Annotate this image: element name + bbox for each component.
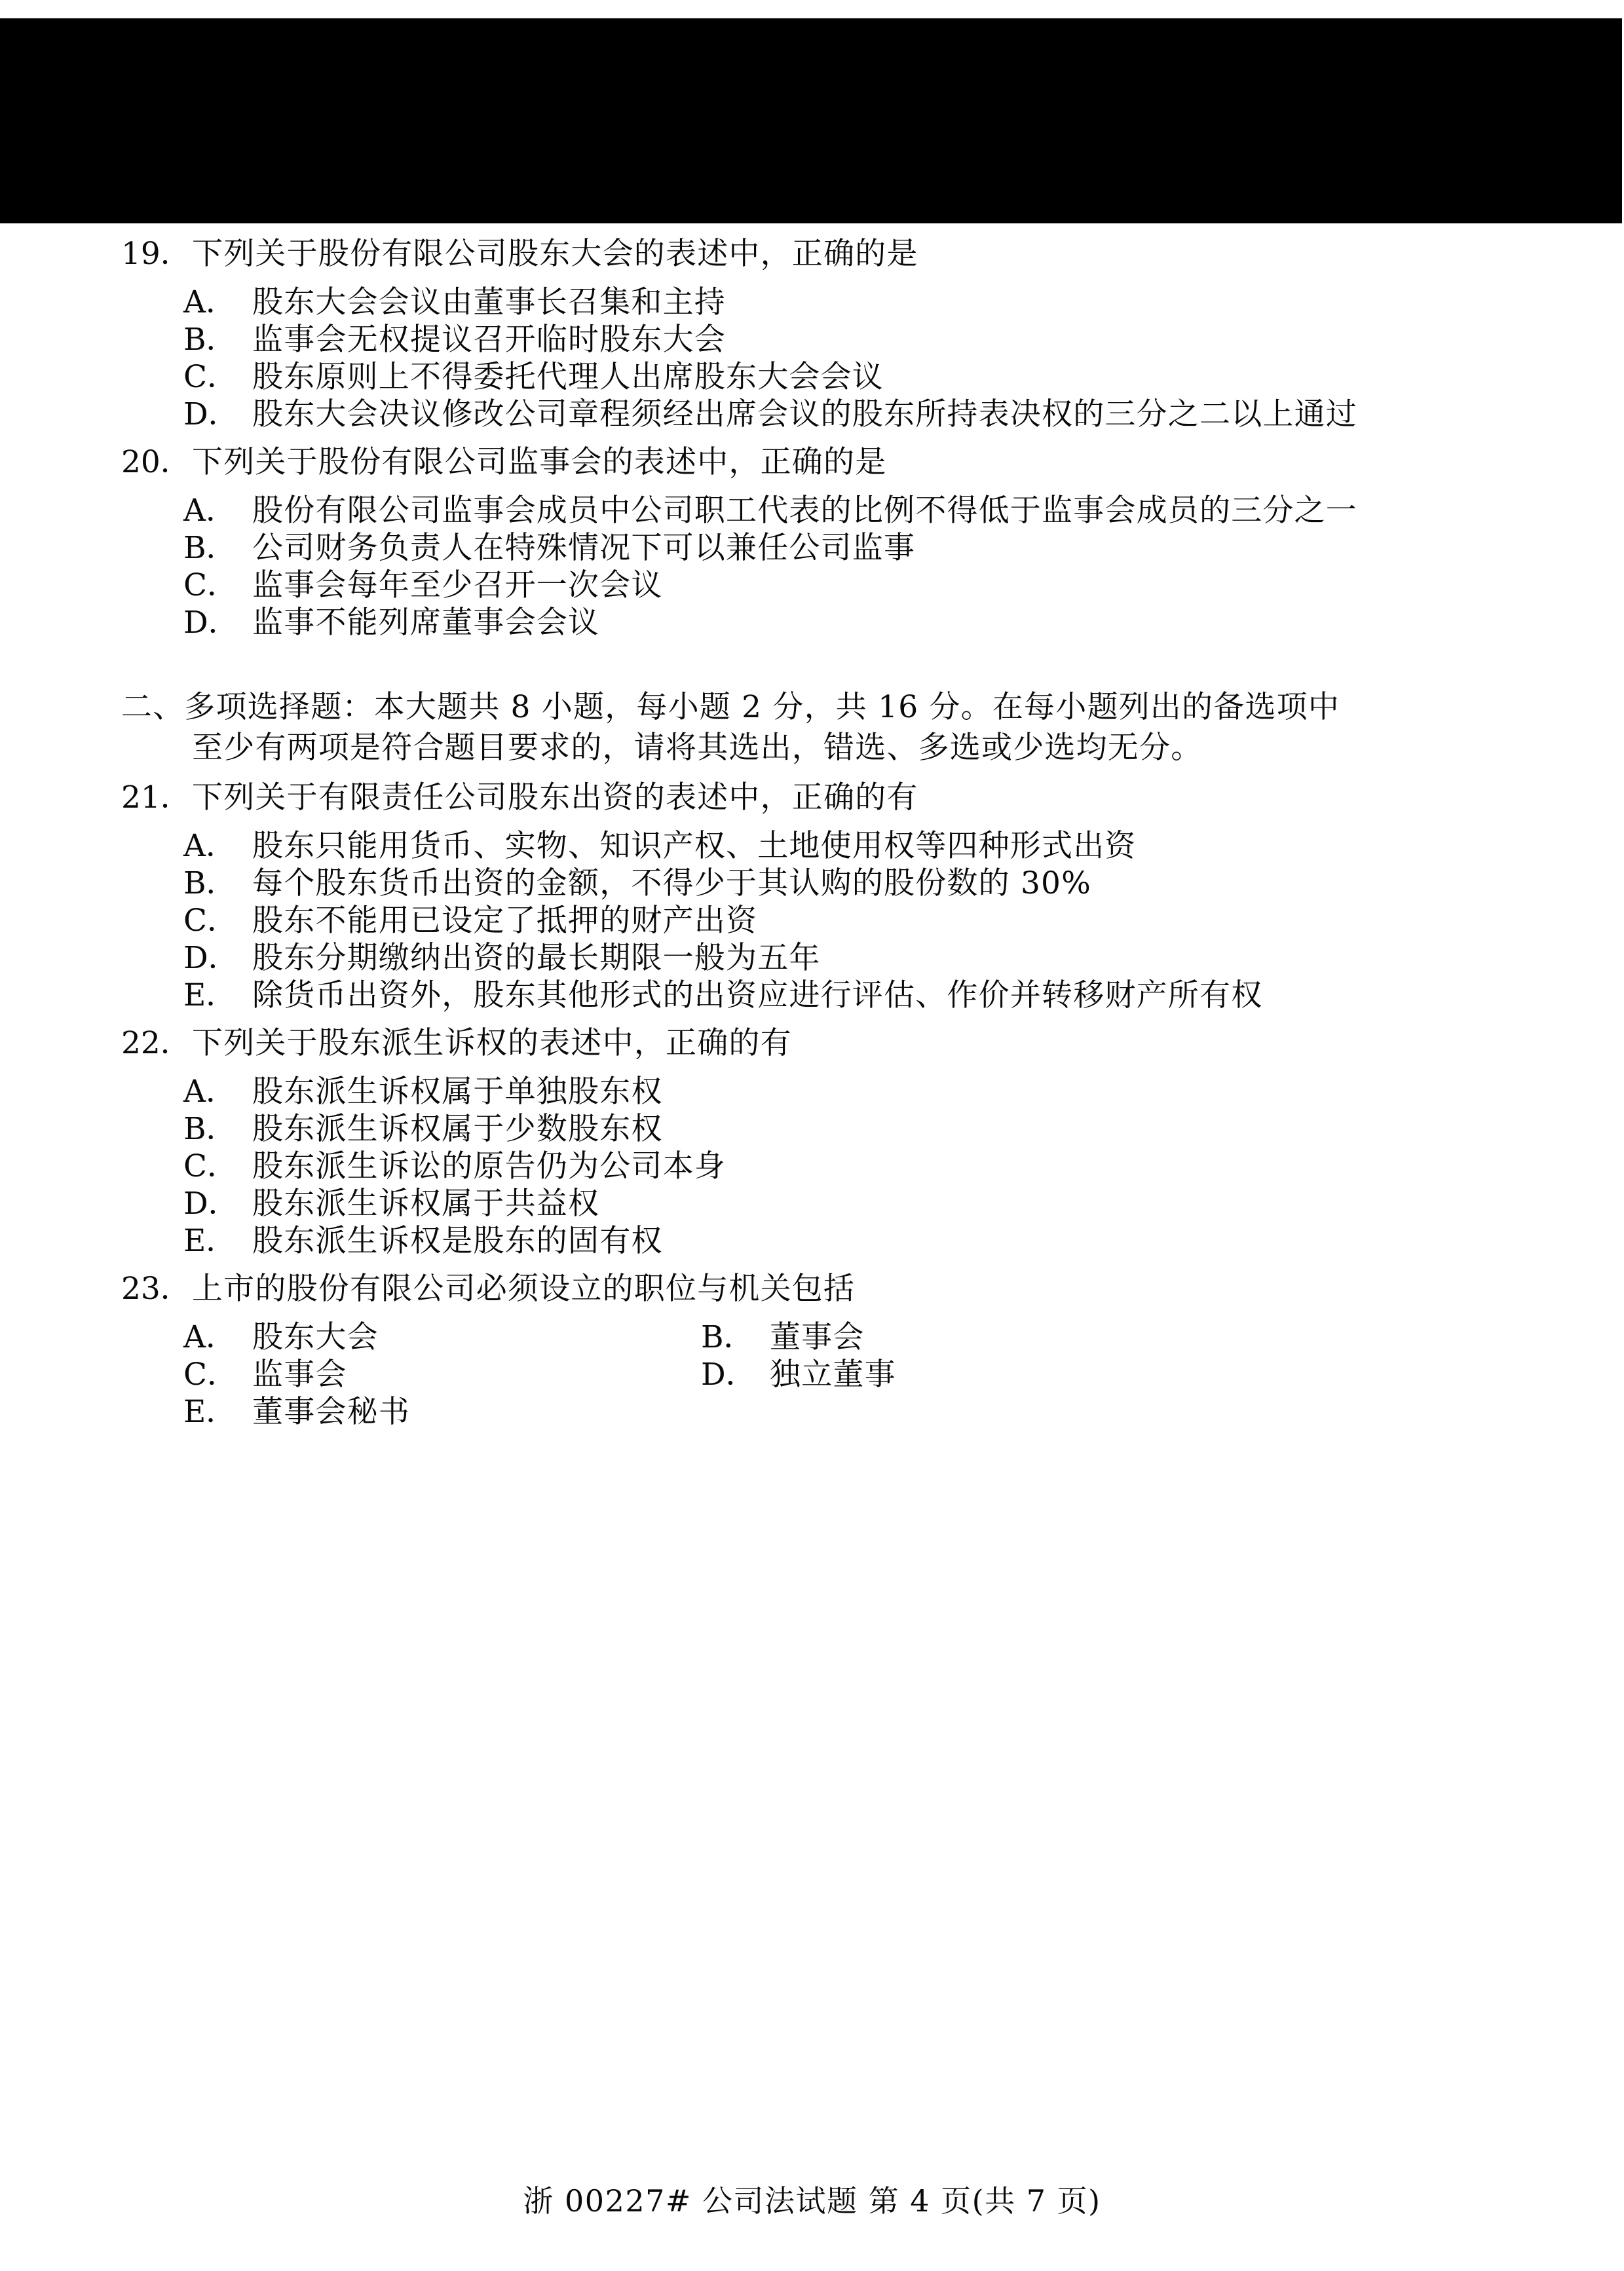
option-text-23-b: 董事会	[770, 1319, 865, 1355]
option-text-22-b: 股东派生诉权属于少数股东权	[252, 1111, 663, 1147]
option-21-a[interactable]	[121, 827, 1536, 865]
question-text-21: 下列关于有限责任公司股东出资的表述中，正确的有	[192, 779, 918, 816]
section-heading-line-2: 至少有两项是符合题目要求的，请将其选出，错选、多选或少选均无分。	[192, 730, 1203, 766]
question-stem-22	[121, 1023, 1536, 1064]
option-20-b[interactable]	[121, 529, 1536, 567]
option-19-a[interactable]	[121, 284, 1536, 321]
question-block-22	[121, 1023, 1536, 1260]
option-letter-22-e: E．	[183, 1223, 237, 1259]
option-text-19-c: 股东原则上不得委托代理人出席股东大会会议	[252, 359, 884, 395]
question-text-23: 上市的股份有限公司必须设立的职位与机关包括	[192, 1271, 856, 1307]
option-21-d[interactable]	[121, 939, 1536, 977]
option-text-20-c: 监事会每年至少召开一次会议	[252, 567, 663, 603]
section-heading-line-1	[121, 687, 1438, 728]
option-text-20-a: 股份有限公司监事会成员中公司职工代表的比例不得低于监事会成员的三分之一	[252, 493, 1357, 529]
option-23-c[interactable]	[121, 1356, 347, 1393]
option-letter-19-d: D．	[183, 396, 239, 432]
option-text-22-a: 股东派生诉权属于单独股东权	[252, 1074, 663, 1110]
spacer	[121, 1064, 1536, 1073]
section-description: 多项选择题：本大题共 8 小题，每小题 2 分，共 16 分。在每小题列出的备选项中	[184, 689, 1340, 725]
option-letter-21-a: A．	[183, 828, 236, 864]
option-23-a[interactable]	[121, 1319, 379, 1356]
option-letter-20-a: A．	[183, 493, 236, 529]
question-number-21: 21．	[121, 779, 191, 816]
spacer	[121, 1309, 1536, 1319]
question-block-21	[121, 778, 1536, 1014]
question-block-19	[121, 234, 1536, 433]
option-row-23-3	[121, 1393, 1536, 1431]
option-letter-22-d: D．	[183, 1186, 239, 1222]
option-letter-19-b: B．	[183, 322, 237, 358]
option-letter-22-b: B．	[183, 1111, 237, 1147]
option-text-22-c: 股东派生诉讼的原告仍为公司本身	[252, 1148, 726, 1184]
option-letter-21-d: D．	[183, 940, 239, 976]
option-letter-20-d: D．	[183, 605, 239, 641]
option-letter-22-c: C．	[183, 1148, 238, 1184]
question-number-23: 23．	[121, 1271, 191, 1307]
spacer	[121, 433, 1536, 442]
spacer	[121, 768, 1536, 778]
question-number-19: 19．	[121, 236, 191, 272]
option-text-22-e: 股东派生诉权是股东的固有权	[252, 1223, 663, 1259]
question-number-20: 20．	[121, 444, 191, 480]
option-text-21-d: 股东分期缴纳出资的最长期限一般为五年	[252, 940, 821, 976]
question-text-22: 下列关于股东派生诉权的表述中，正确的有	[192, 1025, 792, 1061]
spacer	[121, 1260, 1536, 1269]
page-footer: 浙 00227# 公司法试题 第 4 页(共 7 页)	[523, 2183, 1101, 2219]
option-text-20-b: 公司财务负责人在特殊情况下可以兼任公司监事	[252, 530, 916, 566]
option-text-19-b: 监事会无权提议召开临时股东大会	[252, 322, 726, 358]
option-letter-23-c: C．	[183, 1357, 238, 1393]
spacer	[121, 1014, 1536, 1023]
option-22-d[interactable]	[121, 1185, 1536, 1222]
option-text-21-c: 股东不能用已设定了抵押的财产出资	[252, 903, 758, 939]
question-block-23	[121, 1269, 1536, 1431]
option-letter-21-b: B．	[183, 865, 237, 901]
option-19-b[interactable]	[121, 321, 1536, 358]
option-letter-20-c: C．	[183, 567, 238, 603]
question-stem-21	[121, 778, 1536, 818]
option-21-b[interactable]	[121, 865, 1536, 902]
question-block-20	[121, 442, 1536, 641]
option-text-19-d: 股东大会决议修改公司章程须经出席会议的股东所持表决权的三分之二以上通过	[252, 396, 1357, 432]
option-22-e[interactable]	[121, 1222, 1536, 1260]
question-text-20: 下列关于股份有限公司监事会的表述中，正确的是	[192, 444, 887, 480]
option-text-21-a: 股东只能用货币、实物、知识产权、土地使用权等四种形式出资	[252, 828, 1137, 864]
spacer	[121, 641, 1536, 687]
option-text-23-d: 独立董事	[770, 1357, 896, 1393]
option-21-e[interactable]	[121, 977, 1536, 1014]
option-text-23-e: 董事会秘书	[252, 1394, 410, 1430]
option-text-23-a: 股东大会	[252, 1319, 379, 1355]
option-20-d[interactable]	[121, 604, 1536, 641]
option-letter-23-d: D．	[701, 1357, 757, 1393]
option-text-23-c: 监事会	[252, 1357, 347, 1393]
option-text-20-d: 监事不能列席董事会会议	[252, 605, 600, 641]
option-text-19-a: 股东大会会议由董事长召集和主持	[252, 284, 726, 320]
option-20-c[interactable]	[121, 567, 1536, 604]
spacer	[121, 818, 1536, 827]
question-stem-19	[121, 234, 1536, 274]
option-22-b[interactable]	[121, 1110, 1536, 1148]
option-23-e[interactable]	[121, 1393, 410, 1431]
option-22-c[interactable]	[121, 1148, 1536, 1185]
option-20-a[interactable]	[121, 492, 1536, 529]
option-19-d[interactable]	[121, 396, 1536, 433]
option-letter-19-c: C．	[183, 359, 238, 395]
option-letter-23-a: A．	[183, 1319, 236, 1355]
option-text-21-b: 每个股东货币出资的金额，不得少于其认购的股份数的 30%	[252, 865, 1092, 901]
exam-page-body	[0, 223, 1624, 2271]
option-letter-19-a: A．	[183, 284, 236, 320]
option-row-23-2	[121, 1356, 1536, 1393]
option-21-c[interactable]	[121, 902, 1536, 939]
option-row-23-1	[121, 1319, 1536, 1356]
option-22-a[interactable]	[121, 1073, 1536, 1110]
spacer	[121, 274, 1536, 284]
option-letter-21-e: E．	[183, 977, 237, 1013]
option-text-21-e: 除货币出资外，股东其他形式的出资应进行评估、作价并转移财产所有权	[252, 977, 1263, 1013]
option-23-b[interactable]	[639, 1319, 865, 1356]
option-letter-20-b: B．	[183, 530, 237, 566]
question-stem-20	[121, 442, 1536, 483]
option-letter-22-a: A．	[183, 1074, 236, 1110]
section-label: 二、	[121, 689, 185, 725]
option-letter-23-b: B．	[701, 1319, 755, 1355]
section-heading-two	[121, 687, 1438, 768]
spacer	[121, 483, 1536, 492]
option-23-d[interactable]	[639, 1356, 896, 1393]
question-stem-23	[121, 1269, 1536, 1309]
option-letter-23-e: E．	[183, 1394, 237, 1430]
question-text-19: 下列关于股份有限公司股东大会的表述中，正确的是	[192, 236, 918, 272]
option-text-22-d: 股东派生诉权属于共益权	[252, 1186, 600, 1222]
option-19-c[interactable]	[121, 358, 1536, 396]
question-number-22: 22．	[121, 1025, 191, 1061]
top-redaction-band	[0, 18, 1622, 223]
content-column	[121, 234, 1536, 1431]
option-letter-21-c: C．	[183, 903, 238, 939]
